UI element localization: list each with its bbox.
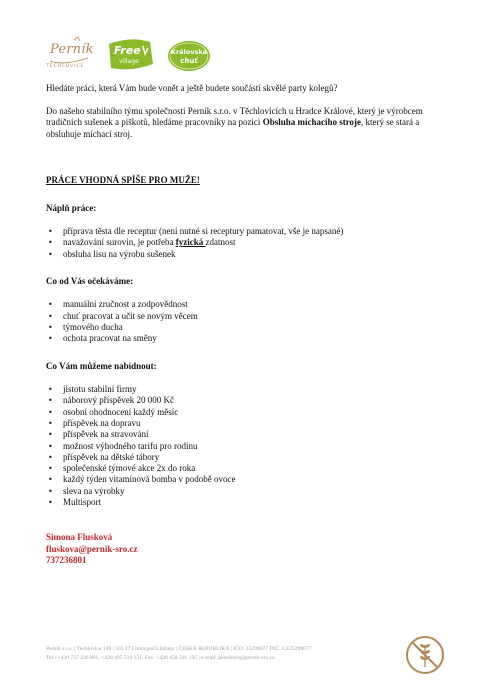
free-logo-bottom: village — [119, 58, 139, 65]
list-item: • manuální zručnost a zodpovědnost — [46, 299, 451, 310]
list-item: • jistotu stabilní firmy — [46, 384, 451, 395]
intro-paragraph — [46, 106, 451, 141]
free-village-logo — [106, 36, 156, 79]
headline: PRÁCE VHODNÁ SPÍŠE PRO MUŽE! — [46, 175, 200, 185]
list-item: • obsluha lisu na výrobu sušenek — [46, 249, 451, 260]
list-item: • ochota pracovat na směny — [46, 333, 451, 344]
list-item: • možnost výhodného tarifu pro rodinu — [46, 441, 451, 452]
list-item: • společenské týmové akce 2x do roka — [46, 463, 451, 474]
expect-title: Co od Vás očekáváme: — [46, 275, 134, 286]
list-item-text: navažování surovin, je potřeba — [63, 237, 176, 248]
emphasis-word: fyzická — [175, 237, 206, 248]
list-item: • příspěvek na stravování — [46, 429, 451, 440]
list-item: • sleva na výrobky — [46, 486, 451, 497]
expect-list — [46, 299, 451, 344]
footer — [46, 645, 416, 663]
intro-text-end: , který se stará a obsluhuje míchací stroj. — [46, 117, 420, 139]
document-body — [46, 83, 451, 567]
contact-phone: 737236801 — [46, 555, 87, 566]
list-item: • chuť pracovat a učit se novým věcem — [46, 311, 451, 322]
pernik-logo-word: Perník — [50, 42, 94, 57]
list-item: • příspěvek na dopravu — [46, 418, 451, 429]
offer-list — [46, 384, 451, 508]
list-item: • náborový příspěvek 20 000 Kč — [46, 395, 451, 406]
position-name: Obsluha míchacího stroje — [262, 117, 362, 127]
offer-title: Co Vám můžeme nabídnout: — [46, 360, 157, 371]
contact-name: Simona Flusková — [46, 532, 113, 543]
footer-address: Perník s.r.o. | Těchlovice 130 | 503 27 Lhota pod Libčany | ČESKÁ REPUBLIKA | IČO: 25299077 DIČ: CZ25299077 — [46, 646, 312, 652]
gluten-free-badge-icon — [405, 635, 445, 675]
kral-logo-top: Královská — [170, 48, 208, 56]
intro-question: Hledáte práci, která Vám bude vonět a ještě budete součástí skvělé party kolegů? — [46, 83, 338, 93]
napln-title: Náplň práce: — [46, 202, 97, 213]
list-item: • Multisport — [46, 497, 451, 508]
list-item: • příprava těsta dle receptur (není nutné si receptury pamatovat, vše je napsané) — [46, 226, 451, 237]
contact-email[interactable]: fluskova@pernik-sro.cz — [46, 543, 138, 554]
list-item: • každý týden vitamínová bomba v podobě ovoce — [46, 474, 451, 485]
kral-logo-bottom: chuť — [180, 57, 198, 65]
pernik-logo-sub: TĚCHLOVICE — [46, 64, 85, 69]
napln-list — [46, 226, 451, 260]
list-item: • týmového ducha — [46, 322, 451, 333]
footer-contacts: Tel.: +420 737 236 801, +420 495 510 131, Fax: +420 458 501 135 | e-mail: pernikoro@pernik-sro.cz — [46, 655, 275, 661]
pernik-logo — [44, 36, 94, 72]
kralovska-chut-logo — [166, 38, 212, 79]
free-logo-top: Free — [114, 44, 141, 57]
list-item: • osobní ohodnocení každý měsíc — [46, 407, 451, 418]
list-item-text-end: zdatnost — [205, 237, 236, 248]
list-item — [46, 237, 451, 248]
contact-block — [46, 532, 451, 567]
logos-row — [44, 36, 244, 76]
intro-text: Do našeho stabilního týmu společnosti Perník s.r.o. v Těchlovicích u Hradce Králové, který je výrobcem tradičních sušenek a piškotů, hledáme pracovníky na pozici — [46, 105, 423, 127]
list-item: • příspěvek na dětské tábory — [46, 452, 451, 463]
